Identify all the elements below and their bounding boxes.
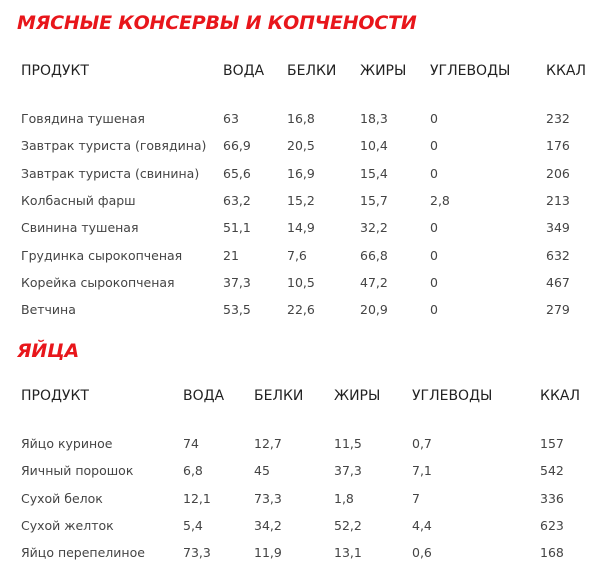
table-row [15,512,590,539]
cell-carbs: 0 [430,274,438,290]
cell-water: 5,4 [183,518,203,534]
column-header-carbs: УГЛЕВОДЫ [412,388,493,404]
header-spacer [15,85,590,105]
column-header-carbs: УГЛЕВОДЫ [430,63,511,79]
cell-water: 73,3 [183,545,211,561]
column-header-product: ПРОДУКТ [21,63,89,79]
cell-fat: 47,2 [360,274,388,290]
table-header-row [15,57,590,85]
cell-kcal: 349 [546,220,570,236]
cell-water: 65,6 [223,165,251,181]
table-row [15,539,590,566]
cell-kcal: 232 [546,111,570,127]
cell-kcal: 279 [546,302,570,318]
header-spacer [15,410,590,430]
cell-carbs: 0 [430,302,438,318]
cell-carbs: 0 [430,165,438,181]
cell-protein: 16,8 [287,111,315,127]
table-row [15,296,590,323]
table-row [15,457,590,484]
cell-protein: 12,7 [254,436,282,452]
cell-product: Грудинка сырокопченая [21,247,183,263]
cell-kcal: 336 [540,490,564,506]
cell-protein: 34,2 [254,518,282,534]
cell-protein: 16,9 [287,165,315,181]
cell-fat: 20,9 [360,302,388,318]
cell-fat: 18,3 [360,111,388,127]
spacer-cell [15,85,590,105]
cell-carbs: 0,7 [412,436,432,452]
cell-fat: 52,2 [334,518,362,534]
column-header-protein: БЕЛКИ [254,388,304,404]
column-header-fat: ЖИРЫ [360,63,407,79]
cell-protein: 15,2 [287,193,315,209]
cell-water: 66,9 [223,138,251,154]
cell-water: 21 [223,247,239,263]
cell-kcal: 157 [540,436,564,452]
cell-fat: 10,4 [360,138,388,154]
cell-protein: 14,9 [287,220,315,236]
cell-fat: 32,2 [360,220,388,236]
cell-product: Сухой желток [21,518,114,534]
cell-fat: 13,1 [334,545,362,561]
column-header-fat: ЖИРЫ [334,388,381,404]
cell-water: 74 [183,436,199,452]
cell-kcal: 542 [540,463,564,479]
table-row [15,187,590,214]
table-body-meat [15,105,590,323]
section-title-eggs: ЯЙЦА [17,340,80,362]
cell-carbs: 7 [412,490,420,506]
cell-water: 37,3 [223,274,251,290]
cell-water: 12,1 [183,490,211,506]
cell-product: Корейка сырокопченая [21,274,175,290]
cell-carbs: 0 [430,111,438,127]
cell-kcal: 467 [546,274,570,290]
cell-product: Колбасный фарш [21,193,136,209]
cell-kcal: 213 [546,193,570,209]
cell-carbs: 0,6 [412,545,432,561]
column-header-kcal: ККАЛ [546,63,586,79]
table-row [15,160,590,187]
cell-carbs: 0 [430,220,438,236]
spacer-cell [15,410,590,430]
cell-product: Завтрак туриста (говядина) [21,138,207,154]
column-header-kcal: ККАЛ [540,388,580,404]
column-header-product: ПРОДУКТ [21,388,89,404]
cell-protein: 7,6 [287,247,307,263]
cell-fat: 15,7 [360,193,388,209]
cell-protein: 20,5 [287,138,315,154]
table-row [15,485,590,512]
cell-fat: 1,8 [334,490,354,506]
cell-kcal: 168 [540,545,564,561]
column-header-protein: БЕЛКИ [287,63,337,79]
cell-product: Яйцо куриное [21,436,113,452]
cell-protein: 45 [254,463,270,479]
cell-product: Ветчина [21,302,76,318]
nutrition-table-meat [15,57,590,323]
cell-kcal: 206 [546,165,570,181]
cell-product: Свинина тушеная [21,220,139,236]
cell-protein: 11,9 [254,545,282,561]
cell-fat: 66,8 [360,247,388,263]
cell-fat: 15,4 [360,165,388,181]
section-title-meat: МЯСНЫЕ КОНСЕРВЫ И КОПЧЕНОСТИ [17,12,417,34]
column-header-water: ВОДА [183,388,225,404]
cell-carbs: 2,8 [430,193,450,209]
cell-protein: 73,3 [254,490,282,506]
cell-product: Яйцо перепелиное [21,545,145,561]
nutrition-table-eggs [15,382,590,566]
cell-carbs: 4,4 [412,518,432,534]
cell-protein: 22,6 [287,302,315,318]
table-row [15,430,590,457]
table-body-eggs [15,430,590,566]
cell-protein: 10,5 [287,274,315,290]
cell-product: Говядина тушеная [21,111,145,127]
table-header-row [15,382,590,410]
cell-kcal: 632 [546,247,570,263]
cell-fat: 37,3 [334,463,362,479]
cell-fat: 11,5 [334,436,362,452]
column-header-water: ВОДА [223,63,265,79]
cell-kcal: 623 [540,518,564,534]
table-row [15,241,590,268]
table-row [15,105,590,132]
cell-water: 53,5 [223,302,251,318]
cell-water: 6,8 [183,463,203,479]
cell-carbs: 7,1 [412,463,432,479]
cell-product: Сухой белок [21,490,103,506]
table-row [15,214,590,241]
table-row [15,269,590,296]
cell-product: Завтрак туриста (свинина) [21,165,200,181]
cell-product: Яичный порошок [21,463,134,479]
cell-carbs: 0 [430,138,438,154]
cell-water: 51,1 [223,220,251,236]
table-row [15,132,590,159]
cell-carbs: 0 [430,247,438,263]
cell-water: 63 [223,111,239,127]
cell-kcal: 176 [546,138,570,154]
cell-water: 63,2 [223,193,251,209]
